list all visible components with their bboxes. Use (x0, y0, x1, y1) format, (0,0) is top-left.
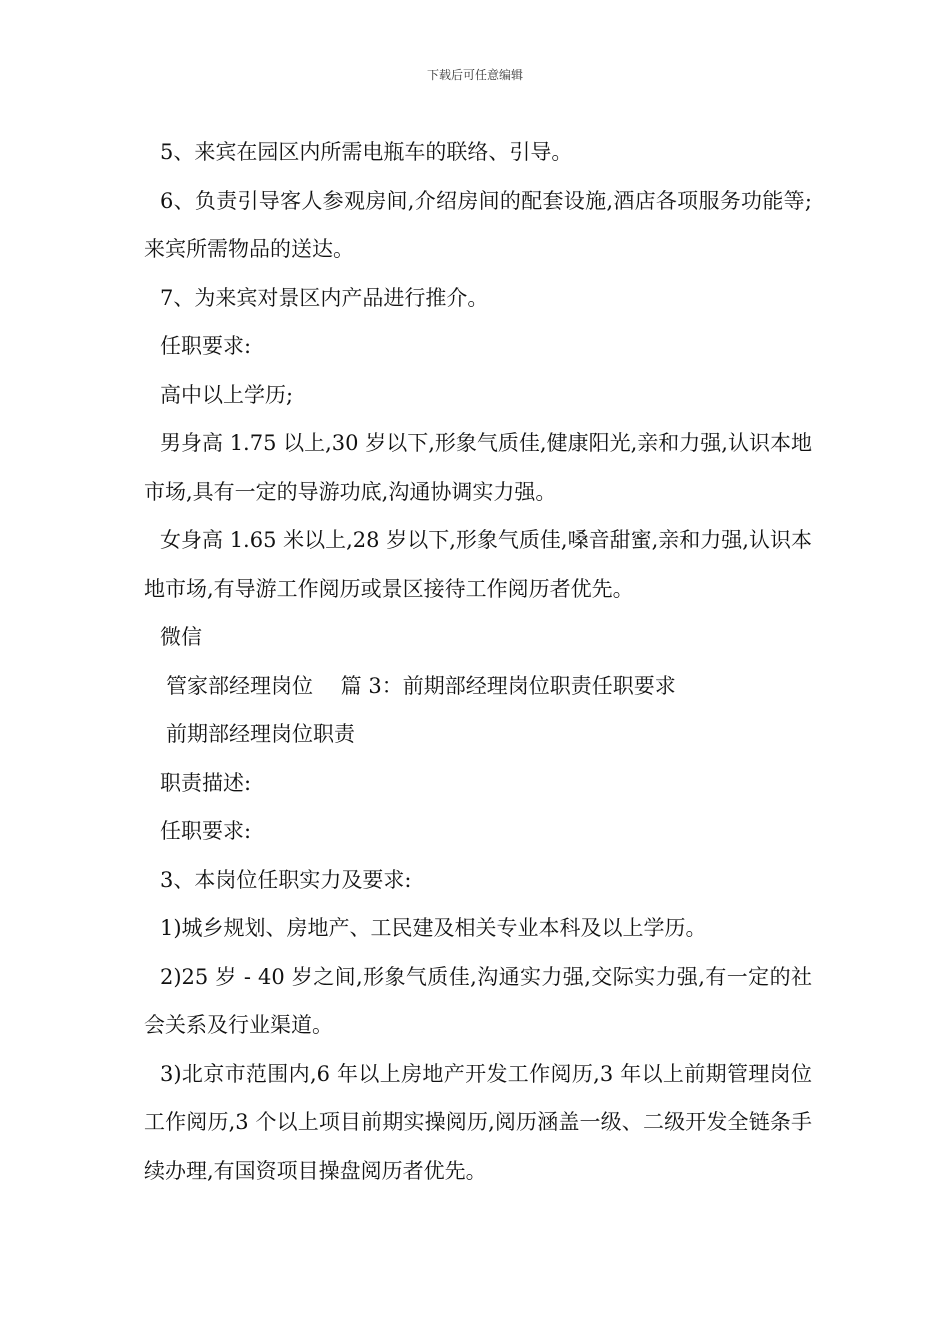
paragraph: 3、本岗位任职实力及要求: (160, 867, 412, 892)
paragraph: 微信 (160, 625, 202, 649)
paragraph: 高中以上学历; (160, 382, 294, 407)
paragraph: 任职要求: (160, 334, 252, 358)
page-header: 下载后可任意编辑 (426, 68, 523, 82)
paragraph: 6、负责引导客人参观房间,介绍房间的配套设施,酒店各项服务功能等;来宾所需物品的送达。 (144, 188, 812, 261)
paragraph: 女身高 1.65 米以上,28 岁以下,形象气质佳,嗓音甜蜜,亲和力强,认识本地市场,有导游工作阅历或景区接待工作阅历者优先。 (144, 528, 812, 601)
paragraph: 5、来宾在园区内所需电瓶车的联络、引导。 (160, 140, 573, 164)
paragraph: 男身高 1.75 以上,30 岁以下,形象气质佳,健康阳光,亲和力强,认识本地市场,具有一定的导游功底,沟通协调实力强。 (144, 431, 812, 504)
paragraph: 1)城乡规划、房地产、工民建及相关专业本科及以上学历。 (160, 916, 707, 940)
document-body (144, 128, 812, 1195)
paragraph: 2)25 岁 - 40 岁之间,形象气质佳,沟通实力强,交际实力强,有一定的社会关系及行业渠道。 (144, 964, 812, 1037)
paragraph: 职责描述: (160, 770, 252, 795)
paragraph: 7、为来宾对景区内产品进行推介。 (160, 285, 489, 310)
section-heading: 管家部经理岗位 篇 3：前期部经理岗位职责任职要求 (166, 673, 676, 698)
paragraph: 任职要求: (160, 819, 252, 843)
paragraph: 前期部经理岗位职责 (166, 722, 355, 746)
paragraph: 3)北京市范围内,6 年以上房地产开发工作阅历,3 年以上前期管理岗位工作阅历,3 个以上项目前期实操阅历,阅历涵盖一级、二级开发全链条手续办理,有国资项目操盘阅历者优先。 (144, 1061, 812, 1183)
